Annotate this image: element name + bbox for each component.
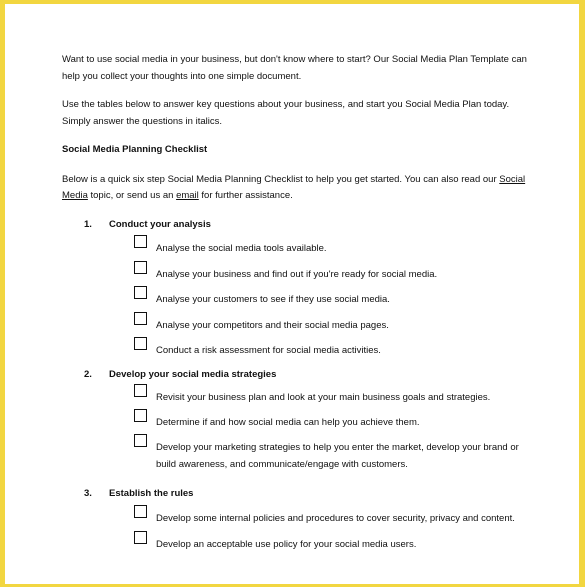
- checkbox[interactable]: [134, 409, 147, 422]
- section-heading: [84, 486, 532, 503]
- checklist-item-text: Analyse your competitors and their social media pages.: [156, 319, 389, 331]
- checklist-item: [134, 384, 532, 409]
- checklist-item: [134, 531, 532, 557]
- checklist-items: [84, 235, 532, 363]
- checklist-item-text: Determine if and how social media can help you achieve them.: [156, 417, 420, 428]
- checklist-heading: Social Media Planning Checklist: [62, 144, 208, 155]
- checklist-item: [134, 434, 532, 478]
- intro-text-end: for further assistance.: [198, 190, 293, 201]
- checklist-item-text: Develop some internal policies and procedures to cover security, privacy and content.: [156, 512, 515, 524]
- checkbox[interactable]: [134, 261, 147, 274]
- checklist-item-text: Develop your marketing strategies to help you enter the market, develop your brand or build awareness, and communicate/engage with customers.: [156, 442, 519, 470]
- document-content: [62, 52, 532, 557]
- checkbox[interactable]: [134, 434, 147, 447]
- checklist-item: [134, 312, 532, 338]
- checklist-item: [134, 505, 532, 531]
- checkbox[interactable]: [134, 505, 147, 518]
- checkbox[interactable]: [134, 531, 147, 544]
- checklist-item: [134, 261, 532, 287]
- section-heading: [84, 217, 532, 234]
- checkbox[interactable]: [134, 312, 147, 325]
- checklist-items: [84, 505, 532, 557]
- checklist-item-text: Analyse your customers to see if they use social media.: [156, 294, 390, 305]
- checklist-item: [134, 409, 532, 434]
- section-establish-rules: [84, 486, 532, 557]
- section-title: Establish the rules: [109, 488, 194, 499]
- checkbox[interactable]: [134, 337, 147, 350]
- section-number: 3.: [84, 488, 92, 499]
- section-heading: [84, 367, 532, 384]
- section-number: 1.: [84, 218, 92, 230]
- intro-text-middle: topic, or send us an: [87, 190, 177, 201]
- section-develop-strategies: [84, 367, 532, 479]
- checkbox[interactable]: [134, 235, 147, 248]
- checklist-intro: [62, 172, 532, 205]
- checklist-items: [84, 384, 532, 478]
- email-link[interactable]: email: [176, 190, 199, 201]
- checklist-item-text: Develop an acceptable use policy for your social media users.: [156, 538, 417, 550]
- section-title: Develop your social media strategies: [109, 368, 277, 380]
- checklist-item: [134, 235, 532, 261]
- intro-paragraph-1: Want to use social media in your business, but don't know where to start? Our Social Media Plan Template can help you collect your thoughts into one simple document.: [62, 54, 527, 82]
- social-media-link[interactable]: Social Media: [62, 173, 526, 201]
- checkbox[interactable]: [134, 286, 147, 299]
- checklist-item-text: Revisit your business plan and look at your main business goals and strategies.: [156, 392, 491, 403]
- document-page: [5, 4, 579, 584]
- checkbox[interactable]: [134, 384, 147, 397]
- section-conduct-analysis: [84, 217, 532, 363]
- intro-paragraph-2: Use the tables below to answer key questions about your business, and start you Social Media Plan today. Simply answer the questions in italics.: [62, 99, 510, 127]
- section-number: 2.: [84, 368, 92, 380]
- checklist-item: [134, 337, 532, 363]
- checklist-item-text: Analyse your business and find out if you're ready for social media.: [156, 268, 438, 280]
- checklist-item-text: Conduct a risk assessment for social media activities.: [156, 345, 381, 356]
- checklist-item-text: Analyse the social media tools available.: [156, 243, 327, 254]
- checklist-item: [134, 286, 532, 312]
- section-title: Conduct your analysis: [109, 218, 211, 230]
- intro-text-start: Below is a quick six step Social Media Planning Checklist to help you get started. You can also read our: [62, 173, 500, 185]
